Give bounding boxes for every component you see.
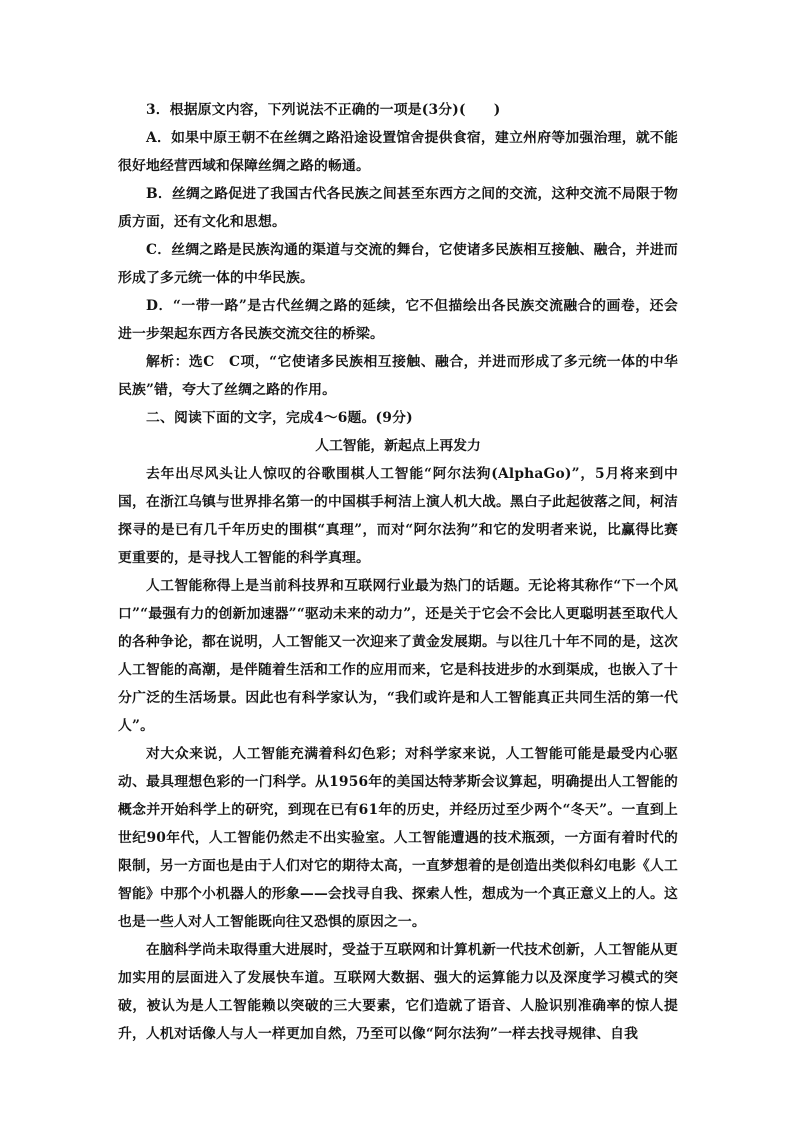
question-3-stem: 3．根据原文内容，下列说法不正确的一项是(3分)( ) (146, 102, 501, 118)
question-3-option-a: A．如果中原王朝不在丝绸之路沿途设置馆舍提供食宿，建立州府等加强治理，就不能很好地经营西域和保障丝绸之路的畅通。 (118, 130, 678, 174)
question-3-option-c: C．丝绸之路是民族沟通的渠道与交流的舞台，它使诸多民族相互接触、融合，并进而形成了多元统一体的中华民族。 (118, 242, 678, 286)
article-paragraph-4: 在脑科学尚未取得重大进展时，受益于互联网和计算机新一代技术创新，人工智能从更加实用的层面进入了发展快车道。互联网大数据、强大的运算能力以及深度学习模式的突破，被认为是人工智能赖以突破的三大要素，它们造就了语音、人脸识别准确率的惊人提升，人机对话像人与人一样更加自然，乃至可以像“阿尔法狗”一样去找寻规律、自我 (118, 942, 678, 1042)
section-2-heading: 二、阅读下面的文字，完成4～6题。(9分) (146, 410, 413, 426)
question-3-analysis: 解析：选C C项，“它使诸多民族相互接触、融合，并进而形成了多元统一体的中华民族”错，夸大了丝绸之路的作用。 (118, 354, 678, 398)
page-content (118, 96, 678, 1048)
article-paragraph-3: 对大众来说，人工智能充满着科幻色彩；对科学家来说，人工智能可能是最受内心驱动、最具理想色彩的一门科学。从1956年的美国达特茅斯会议算起，明确提出人工智能的概念并开始科学上的研究，到现在已有61年的历史，并经历过至少两个“冬天”。一直到上世纪90年代，人工智能仍然走不出实验室。人工智能遭遇的技术瓶颈，一方面有着时代的限制，另一方面也是由于人们对它的期待太高，一直梦想着的是创造出类似科幻电影《人工智能》中那个小机器人的形象——会找寻自我、探索人性，想成为一个真正意义上的人。这也是一些人对人工智能既向往又恐惧的原因之一。 (118, 746, 678, 930)
article-paragraph-1: 去年出尽风头让人惊叹的谷歌围棋人工智能“阿尔法狗(AlphaGo)”，5月将来到中国，在浙江乌镇与世界排名第一的中国棋手柯洁上演人机大战。黑白子此起彼落之间，柯洁探寻的是已有几千年历史的围棋“真理”，而对“阿尔法狗”和它的发明者来说，比赢得比赛更重要的，是寻找人工智能的科学真理。 (118, 466, 678, 566)
article-paragraph-2: 人工智能称得上是当前科技界和互联网行业最为热门的话题。无论将其称作“下一个风口”“最强有力的创新加速器”“驱动未来的动力”，还是关于它会不会比人更聪明甚至取代人的各种争论，都在说明，人工智能又一次迎来了黄金发展期。与以往几十年不同的是，这次人工智能的高潮，是伴随着生活和工作的应用而来，它是科技进步的水到渠成，也嵌入了十分广泛的生活场景。因此也有科学家认为，“我们或许是和人工智能真正共同生活的第一代人”。 (118, 578, 678, 734)
question-3-option-b: B．丝绸之路促进了我国古代各民族之间甚至东西方之间的交流，这种交流不局限于物质方面，还有文化和思想。 (118, 186, 678, 230)
question-3-option-d: D．“一带一路”是古代丝绸之路的延续，它不但描绘出各民族交流融合的画卷，还会进一步架起东西方各民族交流交往的桥梁。 (118, 298, 678, 342)
article-title: 人工智能，新起点上再发力 (315, 438, 481, 454)
